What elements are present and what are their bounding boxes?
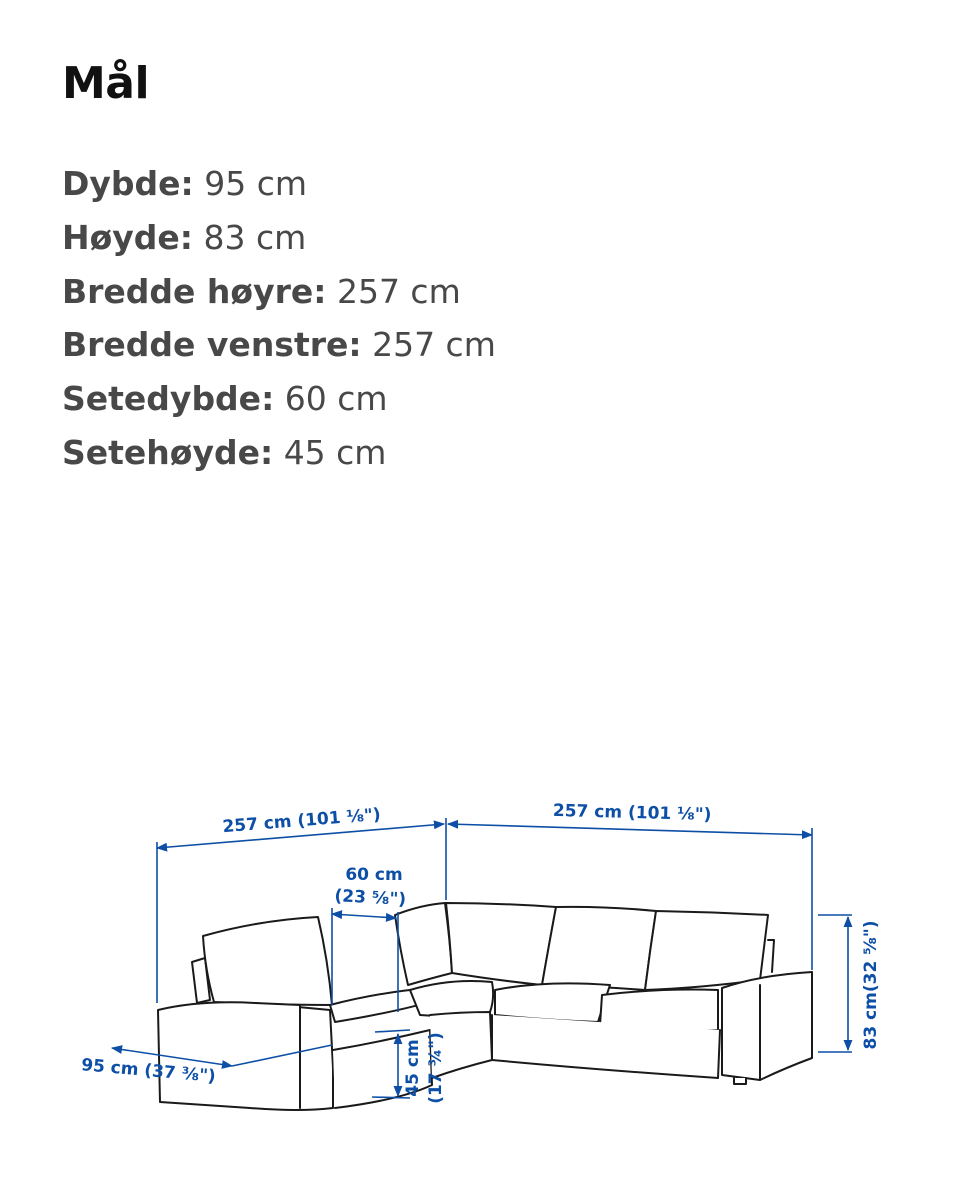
spec-label: Setehøyde: [62,432,274,472]
sofa-drawing [158,903,812,1110]
spec-label: Dybde: [62,164,194,203]
spec-row-seat-height [62,429,496,483]
spec-value: 45 cm [283,432,387,472]
depth-label: 95 cm (37 ⅜") [80,1055,217,1087]
spec-label: Bredde høyre: [62,271,327,311]
spec-row-seat-depth [62,375,496,429]
height-label: 83 cm(32 ⅝") [861,920,881,1050]
spec-label: Setedybde: [62,379,275,419]
spec-value: 60 cm [284,379,388,419]
spec-value: 95 cm [204,164,308,203]
spec-label: Bredde venstre: [62,325,362,365]
spec-value: 83 cm [203,217,307,257]
spec-value: 257 cm [372,325,496,365]
seat-depth-cm-label: 60 cm [345,865,403,885]
page-title: Mål [62,58,150,109]
width-left-label: 257 cm (101 ⅛") [221,804,382,838]
spec-value: 257 cm [336,271,461,311]
seat-depth-in-label: (23 ⅝") [333,886,407,910]
seat-height-in-label: (17 ¾") [426,1032,446,1104]
seat-height-cm-label: 45 cm [403,1039,423,1097]
spec-row-depth [62,160,496,214]
dimension-spec-list [62,160,496,483]
spec-label: Høyde: [62,217,194,257]
spec-row-width-left [62,321,496,375]
spec-row-width-right [62,268,496,322]
sofa-dimension-diagram [0,770,960,1150]
width-right-label: 257 cm (101 ⅛") [552,800,712,826]
spec-row-height [62,214,496,268]
